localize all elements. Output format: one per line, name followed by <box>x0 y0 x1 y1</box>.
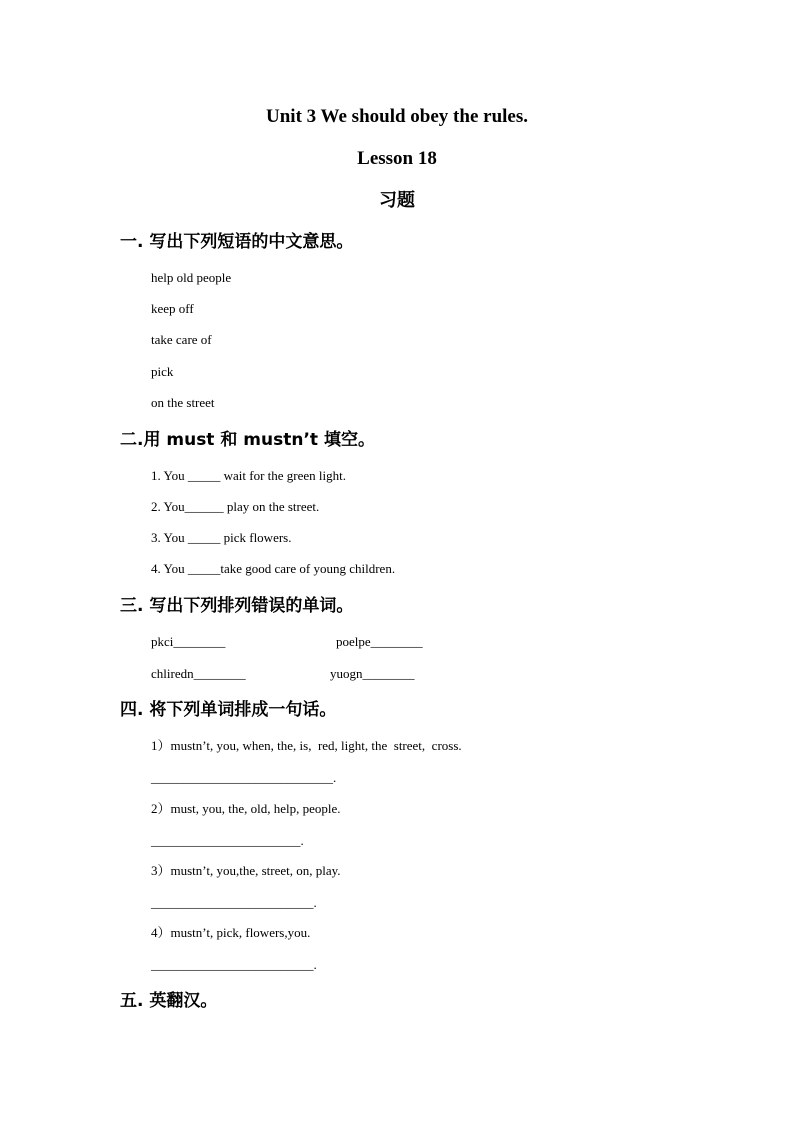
sentence-prompt: 4）mustn’t, pick, flowers,you. <box>151 925 311 940</box>
fill-blank-item: 2. You______ play on the street. <box>151 499 320 514</box>
section-1-heading: 一. 写出下列短语的中文意思。 <box>120 232 354 252</box>
phrase-item: pick <box>151 364 174 379</box>
exercise-subtitle: 习题 <box>379 190 415 211</box>
lesson-title: Lesson 18 <box>357 148 437 169</box>
scrambled-word: yuogn________ <box>330 666 415 681</box>
section-2-heading: 二.用 must 和 mustn’t 填空。 <box>120 430 375 450</box>
phrase-item: keep off <box>151 301 194 316</box>
answer-line: _______________________. <box>151 833 304 848</box>
section-3-heading: 三. 写出下列排列错误的单词。 <box>120 596 354 616</box>
phrase-item: take care of <box>151 332 212 347</box>
fill-blank-item: 4. You _____take good care of young children. <box>151 561 396 576</box>
unit-title: Unit 3 We should obey the rules. <box>266 106 528 127</box>
sentence-prompt: 1）mustn’t, you, when, the, is, red, light, the street, cross. <box>151 738 462 753</box>
sentence-prompt: 2）must, you, the, old, help, people. <box>151 801 341 816</box>
answer-line: _________________________. <box>151 957 317 972</box>
section-5-heading: 五. 英翻汉。 <box>120 991 218 1011</box>
fill-blank-item: 3. You _____ pick flowers. <box>151 530 292 545</box>
scrambled-word: chliredn________ <box>151 666 246 681</box>
sentence-prompt: 3）mustn’t, you,the, street, on, play. <box>151 863 341 878</box>
answer-line: ____________________________. <box>151 770 337 785</box>
section-4-heading: 四. 将下列单词排成一句话。 <box>120 700 337 720</box>
answer-line: _________________________. <box>151 895 317 910</box>
scrambled-word: poelpe________ <box>336 634 423 649</box>
fill-blank-item: 1. You _____ wait for the green light. <box>151 468 346 483</box>
phrase-item: help old people <box>151 270 232 285</box>
phrase-item: on the street <box>151 395 215 410</box>
scrambled-word: pkci________ <box>151 634 226 649</box>
